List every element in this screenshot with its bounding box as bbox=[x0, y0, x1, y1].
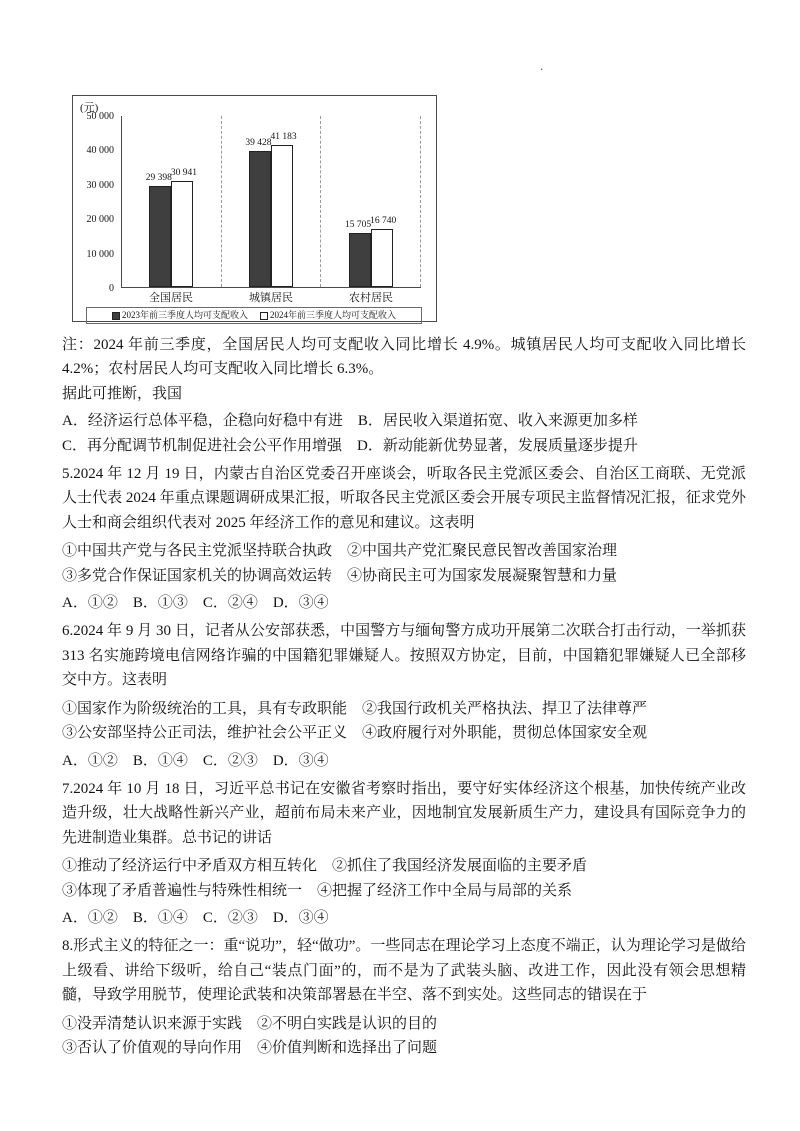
bar-value-label: 15 705 bbox=[345, 220, 372, 230]
y-tick-label: 50 000 bbox=[86, 111, 114, 122]
q7-items-12: ①推动了经济运行中矛盾双方相互转化 ②抓住了我国经济发展面临的主要矛盾 bbox=[62, 858, 588, 875]
y-tick-label: 0 bbox=[109, 283, 114, 294]
legend-label: 2023年前三季度人均可支配收入 bbox=[121, 310, 248, 320]
q7-items-34: ③体现了矛盾普遍性与特殊性相统一 ④把握了经济工作中全局与局部的关系 bbox=[62, 882, 573, 899]
outline-square-swatch-icon bbox=[260, 312, 268, 320]
q5-stem: 5.2024 年 12 月 19 日，内蒙古自治区党委召开座谈会，听取各民主党派区委会、自治区工商联、无党派人士代表 2024 年重点课题调研成果汇报，听取各民主党派区委会开展专项民主监督情况汇报，征求党外人士和商会组织代表对 2025 年经济工作的意见和建议。这表明 bbox=[62, 466, 746, 531]
bar-value-label: 16 740 bbox=[370, 216, 397, 226]
bar-group-2 bbox=[222, 116, 322, 287]
bar-wrap bbox=[170, 116, 197, 287]
bar bbox=[349, 233, 371, 287]
q6-items-12: ①国家作为阶级统治的工具，具有专政职能 ②我国行政机关严格执法、捍卫了法律尊严 bbox=[62, 700, 648, 717]
y-tick-label: 30 000 bbox=[86, 179, 114, 191]
bar-group-3 bbox=[321, 116, 421, 287]
chart-note: 注：2024 年前三季度，全国居民人均可支配收入同比增长 4.9%。城镇居民人均可支配收入同比增长 4.2%；农村居民人均可支配收入同比增长 6.3%。 bbox=[62, 337, 746, 378]
q6-answers: A．①② B．①④ C．②③ D．③④ bbox=[62, 752, 329, 769]
bar bbox=[149, 186, 171, 287]
plot-area bbox=[121, 116, 421, 288]
question-text-column bbox=[62, 333, 746, 1060]
bar-value-label: 39 428 bbox=[245, 138, 272, 148]
bar-wrap bbox=[270, 116, 297, 287]
x-category-label: 城镇居民 bbox=[249, 292, 293, 304]
bar-wrap bbox=[370, 116, 397, 287]
q8-items-12: ①没弄清楚认识来源于实践 ②不明白实践是认识的目的 bbox=[62, 1015, 438, 1032]
bar-value-label: 30 941 bbox=[170, 168, 197, 178]
bar-wrap bbox=[245, 116, 272, 287]
y-tick-label: 20 000 bbox=[86, 214, 114, 226]
q4-options-ab: A．经济运行总体平稳，企稳向好稳中有进 B．居民收入渠道拓宽、收入来源更加多样 bbox=[62, 413, 638, 430]
legend-item bbox=[112, 310, 248, 321]
q4-prompt: 据此可推断，我国 bbox=[62, 385, 183, 402]
filled-square-swatch-icon bbox=[112, 312, 120, 320]
bar-value-label: 41 183 bbox=[270, 132, 297, 142]
bar bbox=[271, 145, 293, 287]
bar-value-label: 29 398 bbox=[145, 173, 172, 183]
chart-legend bbox=[86, 307, 422, 324]
x-axis-labels bbox=[121, 292, 421, 305]
q7-stem: 7.2024 年 10 月 18 日，习近平总书记在安徽省考察时指出，要守好实体经济这个根基，加快传统产业改造升级，壮大战略性新兴产业，超前布局未来产业，因地制宜发展新质生产力，建设具有国际竞争力的先进制造业集群。总书记的讲话 bbox=[62, 780, 746, 846]
y-axis-unit-label: (元) bbox=[80, 102, 99, 114]
y-tick-label: 10 000 bbox=[86, 248, 114, 260]
q5-items-12: ①中国共产党与各民主党派坚持联合执政 ②中国共产党汇聚民意民智改善国家治理 bbox=[62, 543, 618, 560]
q4-options-cd: C．再分配调节机制促进社会公平作用增强 D．新动能新优势显著，发展质量逐步提升 bbox=[62, 437, 638, 454]
q8-items-34: ③否认了价值观的导向作用 ④价值判断和选择出了问题 bbox=[62, 1039, 438, 1056]
stray-mark: . bbox=[540, 58, 544, 73]
legend-item bbox=[260, 310, 396, 321]
y-axis bbox=[73, 111, 116, 294]
income-bar-chart bbox=[72, 95, 437, 322]
bar bbox=[371, 229, 393, 287]
q6-items-34: ③公安部坚持公正司法，维护社会公平正义 ④政府履行对外职能，贯彻总体国家安全观 bbox=[62, 725, 648, 742]
bar bbox=[249, 151, 271, 287]
bar-group-1 bbox=[122, 116, 222, 287]
q7-answers: A．①② B．①④ C．②③ D．③④ bbox=[62, 909, 329, 926]
bar bbox=[171, 181, 193, 287]
q8-stem: 8.形式主义的特征之一：重“说功”，轻“做功”。一些同志在理论学习上态度不端正，认为理论学习是做给上级看、讲给下级听，给自己“装点门面”的，而不是为了武装头脑、改进工作，因此没有领会思想精髓，导致学用脱节，使理论武装和决策部署悬在半空、落不到实处。这些同志的错误在于 bbox=[62, 938, 746, 1004]
q6-stem: 6.2024 年 9 月 30 日，记者从公安部获悉，中国警方与缅甸警方成功开展第二次联合打击行动，一举抓获 313 名实施跨境电信网络诈骗的中国籍犯罪嫌疑人。按照双方协定，目前，中国籍犯罪嫌疑人已全部移交中方。这表明 bbox=[62, 623, 746, 689]
y-tick-label: 40 000 bbox=[86, 145, 114, 157]
x-category-label: 农村居民 bbox=[349, 292, 393, 304]
q5-items-34: ③多党合作保证国家机关的协调高效运转 ④协商民主可为国家发展凝聚智慧和力量 bbox=[62, 567, 618, 584]
legend-label: 2024年前三季度人均可支配收入 bbox=[270, 310, 397, 320]
q5-answers: A．①② B．①③ C．②④ D．③④ bbox=[62, 595, 329, 612]
x-category-label: 全国居民 bbox=[149, 292, 193, 304]
bar-wrap bbox=[145, 116, 172, 287]
bar-wrap bbox=[345, 116, 372, 287]
